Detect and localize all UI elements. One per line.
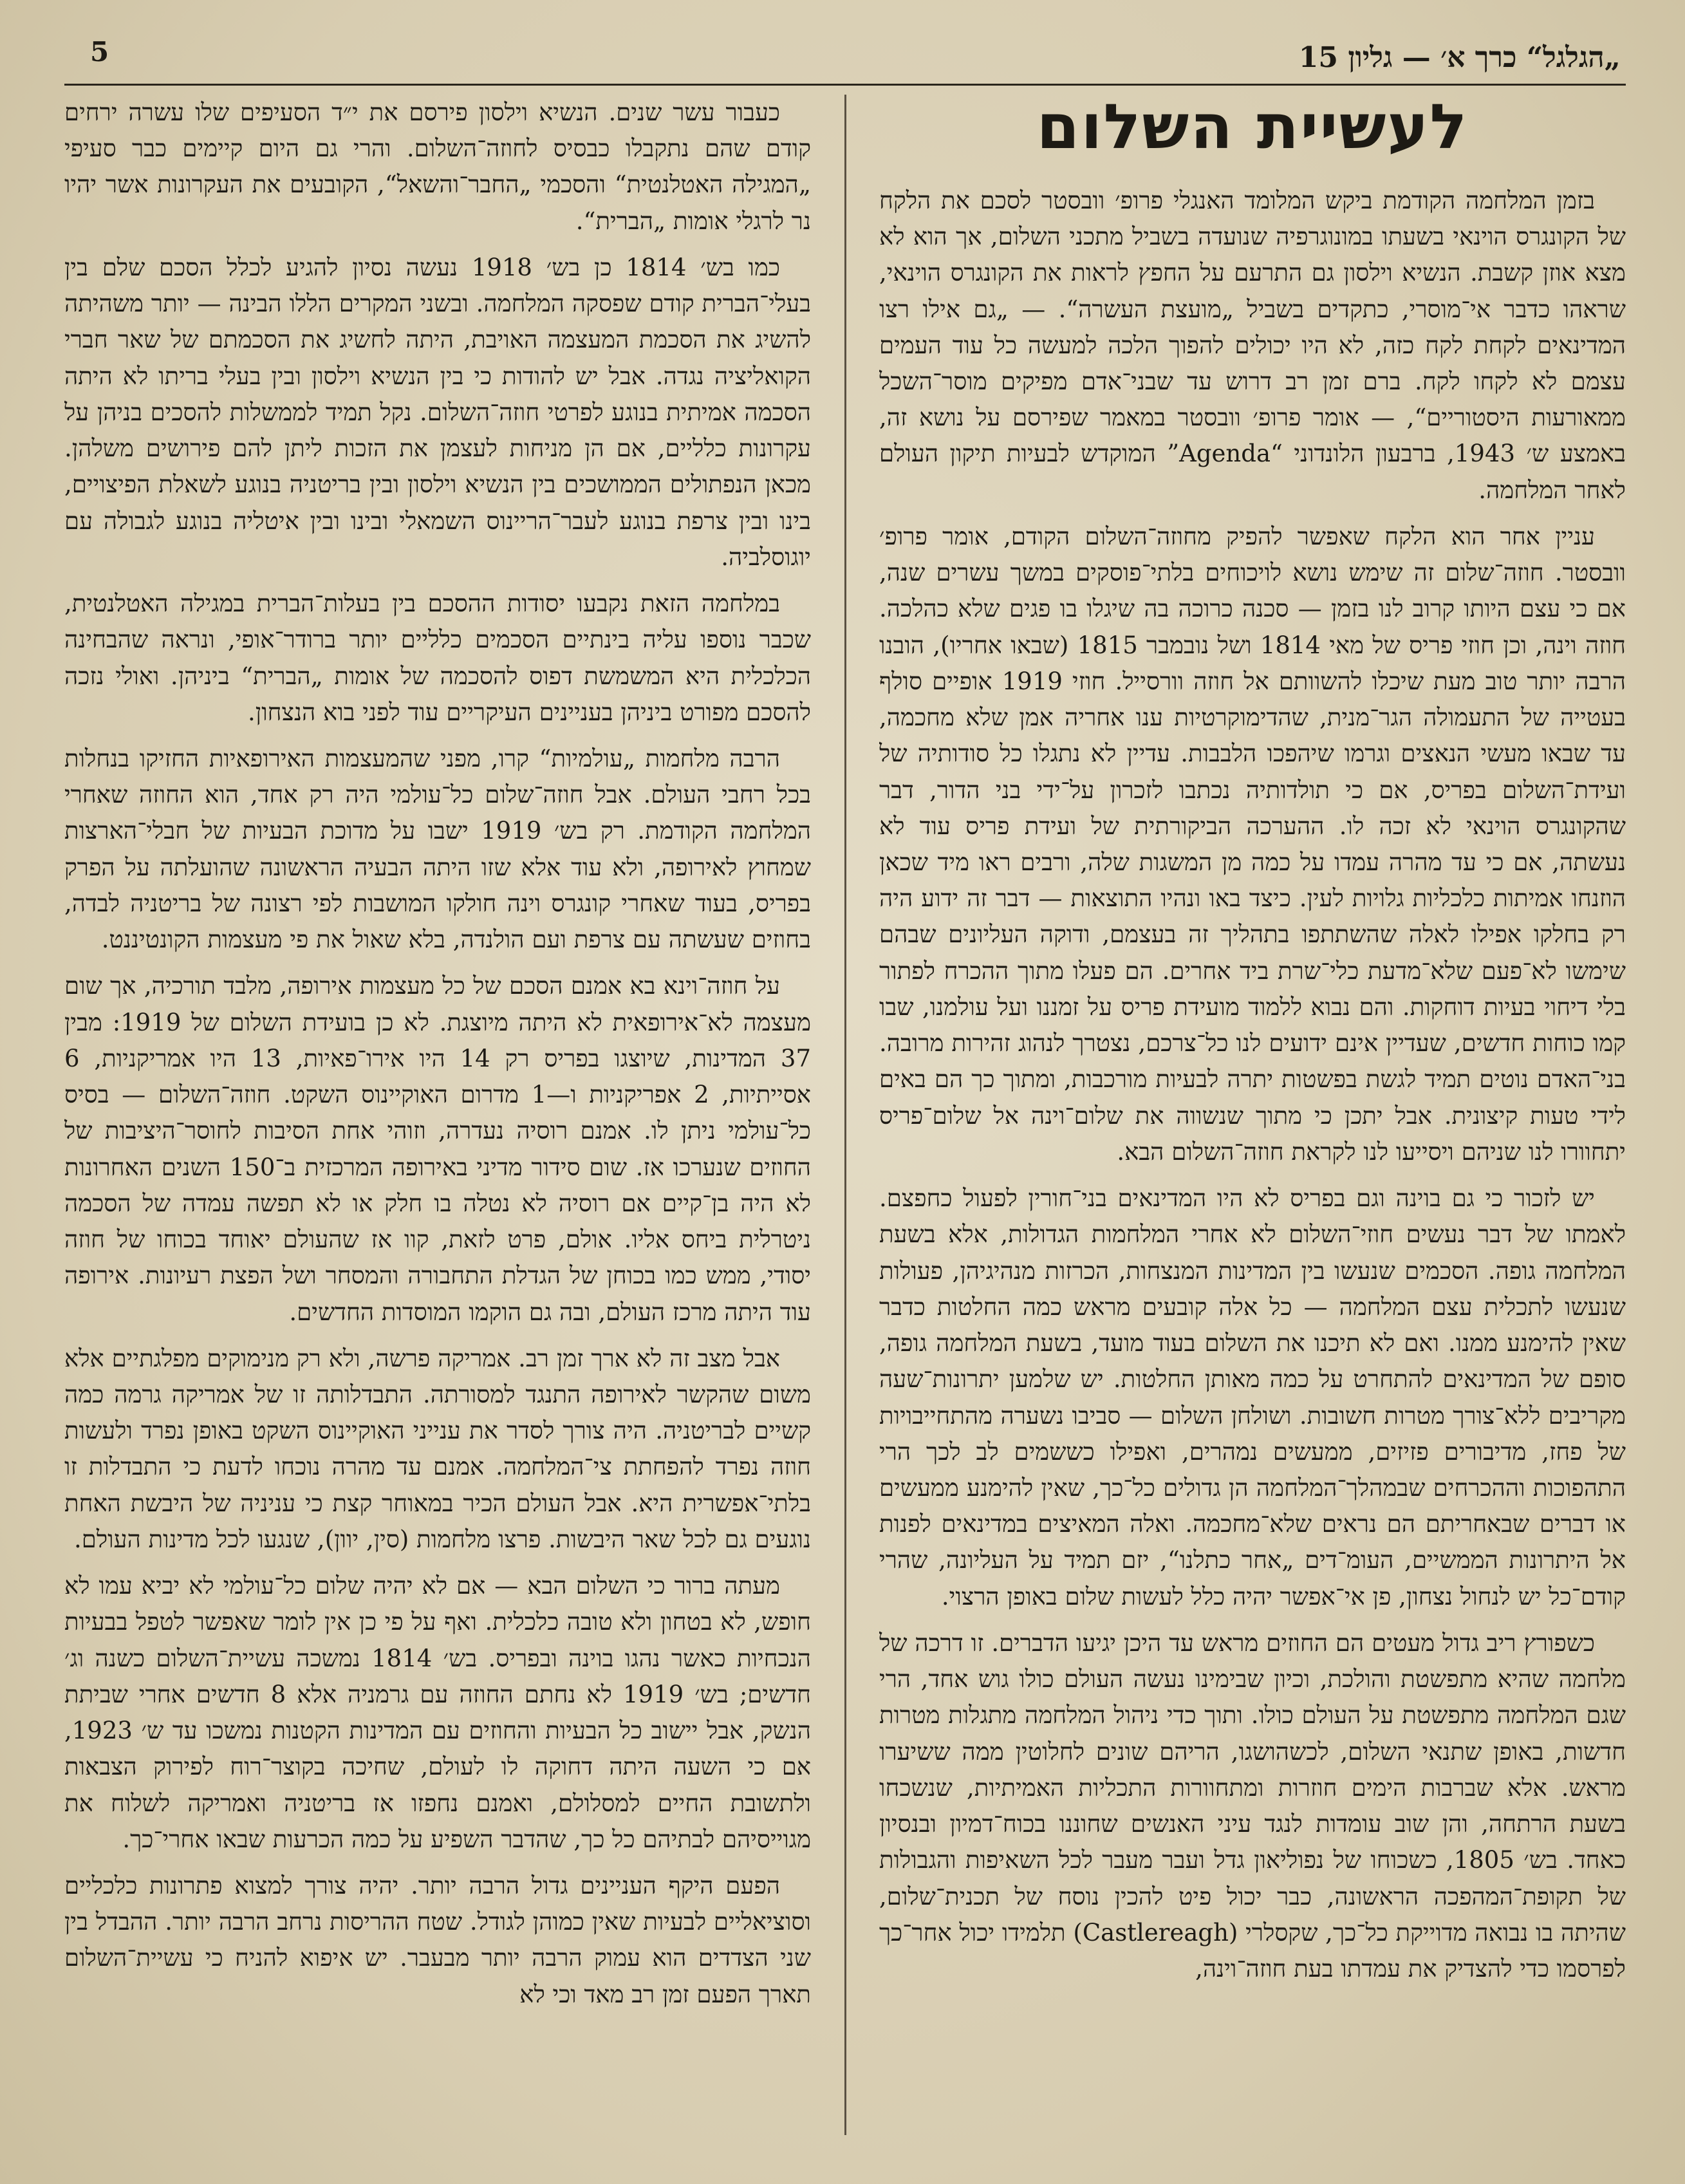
page-header: [64, 36, 1626, 86]
paragraph: אבל מצב זה לא ארך זמן רב. אמריקה פרשה, ולא רק מנימוקים מפלגתיים אלא משום שהקשר לאירופה התנגד למסורתה. התבדלותה זו של אמריקה גרמה כמה קשיים לבריטניה. היה צורך לסדר את ענייני האוקיינוס השקט באופן נפרד ולעשות חוזה נפרד להפחתת צי־המלחמה. אמנם עד מהרה נוכחו לדעת כי התבדלות זו בלתי־אפשרית היא. אבל העולם הכיר במאוחר קצת כי עניניה של היבשת האחת נוגעים גם לכל שאר היבשות. פרצו מלחמות (סין, יוון), שנגעו לכל מדינות העולם.: [64, 1344, 811, 1553]
paragraph: הרבה מלחמות „עולמיות“ קרו, מפני שהמעצמות האירופאיות החזיקו בנחלות בכל רחבי העולם. אבל חוזה־שלום כל־עולמי היה רק אחד, הוא החוזה שאחרי המלחמה הקודמת. רק בש׳ 1919 ישבו על מדוכת הבעיות של חבלי־הארצות שמחוץ לאירופה, ולא עוד אלא שזו היתה הבעיה הראשונה שהועלתה על הפרק בפריס, בעוד שאחרי קונגרס וינה חולקו המושבות לפי רצונה של בריטניה לבדה, בחוזים שעשתה עם צרפת ועם הולנדה, בלא שאול את פי מעצמות הקונטיננט.: [64, 744, 811, 954]
left-column: [64, 95, 811, 2135]
paragraph: עניין אחר הוא הלקח שאפשר להפיק מחוזה־השלום הקודם, אומר פרופ׳ וובסטר. חוזה־שלום זה שימש נושא לויכוחים בלתי־פוסקים במשך עשרים שנה, אם כי עצם היותו קרוב לנו בזמן — סכנה כרוכה בה שיגלו בו פגים שלא כהלכה. חוזה וינה, וכן חוזי פריס של מאי 1814 ושל נובמבר 1815 (שבאו אחריו), הובנו הרבה יותר טוב מעת שיכלו להשוותם אל חוזה וורסייל. חוזי 1919 אופיים סולף בעטייה של התעמולה הגר־מנית, שהדימוקרטיות ענו אחריה אמן שלא מחכמה, עד שבאו מעשי הנאצים וגרמו שיהפכו הלבבות. עדיין לא נתגלו כל סודותיה של ועידת־השלום בפריס, אם כי תולדותיה נכתבו לזכרון על־ידי בני הדור, דבר שהקונגרס הוינאי לא זכה לו. ההערכה הביקורתית של ועידת פריס עוד לא נעשתה, אם כי עד מהרה עמדו על כמה מן המשגות שלה, ורבים ראו מיד שכאן הוזנחו אמיתות כלכליות גלויות לעין. כיצד באו ונהיו התוצאות — דבר זה ידוע היה רק בחלקו אפילו לאלה שהשתתפו בתהליך זה בעצמם, ודוקה העליונים שבהם שימשו לא־פעם שלא־מדעת כלי־שרת ביד אחרים. הם פעלו מתוך ההכרח לפתור בלי דיחוי בעיות דוחקות. והם נבוא ללמוד מועידת פריס על זמננו ועל עולמנו, שבו קמו כוחות חדשים, שעדיין אינם ידועים לנו כל־צרכם, נצטרך לנהוג זהירות מרובה. בני־האדם נוטים תמיד לגשת בפשטות יתרה לבעיות מורכבות, ומתוך כך הם באים לידי טעות קיצונית. אבל יתכן כי מתוך שנשווה את שלום־וינה אל שלום־פריס יתחוורו לנו שניהם ויסייעו לנו לקראת חוזה־השלום הבא.: [879, 522, 1626, 1166]
paragraph: על חוזה־וינא בא אמנם הסכם של כל מעצמות אירופה, מלבד תורכיה, אך שום מעצמה לא־אירופאית לא היתה מיוצגת. לא כן בועידת השלום של 1919: מבין 37 המדינות, שיוצגו בפריס רק 14 היו אירו־פאיות, 13 היו אמריקניות, 6 אסייתיות, 2 אפריקניות ו—1 מדרום האוקיינוס השקט. חוזה־השלום — בסיס כל־עולמי ניתן לו. אמנם רוסיה נעדרה, וזוהי אחת הסיבות לחוסר־היציבות של החוזים שנערכו אז. שום סידור מדיני באירופה המרכזית ב־150 השנים האחרונות לא היה בן־קיים אם רוסיה לא נטלה בו חלק או לא תפשה עמדה של הסכמה ניטרלית ביחס אליו. אולם, פרט לזאת, קוו אז שהעולם יאוחד בכוחו של חוזה יסודי, ממש כמו בכוחן של הגדלת התחבורה והמסחר ושל הפצת רעיונות. אירופה עוד היתה מרכז העולם, ובה גם הוקמו המוסדות החדשים.: [64, 972, 811, 1326]
article-title: לעשיית השלום: [1036, 95, 1469, 163]
paragraph: כעבור עשר שנים. הנשיא וילסון פירסם את י״ד הסעיפים שלו עשרה ירחים קודם שהם נתקבלו כבסיס לחוזה־השלום. והרי גם היום קיימים כבר סעיפי „המגילה האטלנטית“ והסכמי „החבר־והשאל“, הקובעים את העקרונות אשר יהיו נר לרגלי אומות „הברית“.: [64, 98, 811, 235]
article-columns: [64, 95, 1626, 2135]
paragraph: במלחמה הזאת נקבעו יסודות ההסכם בין בעלות־הברית במגילה האטלנטית, שכבר נוספו עליה בינתיים הסכמים כלליים יותר ברודר־אופי, ונראה שהבחינה הכלכלית היא המשמשת דפוס להסכמה של אומות „הברית“ ביניהן. ואולי נזכה להסכם מפורט ביניהן בעניינים העיקריים עוד לפני בוא הנצחון.: [64, 590, 811, 726]
column-divider: [844, 95, 846, 2135]
paragraph: בזמן המלחמה הקודמת ביקש המלומד האנגלי פרופ׳ וובסטר לסכם את הלקח של הקונגרס הוינאי בשעתו במונוגרפיה שנועדה בשביל מתכני השלום, אך הוא לא מצא אוזן קשבת. הנשיא וילסון גם התרעם על החפץ לראות את הקונגרס הוינאי, שראהו כדבר אי־מוסרי, כתקדים בשביל „מועצת העשרה“. — „גם אילו רצו המדינאים לקחת לקח כזה, לא היו יכולים להפוך הלכה למעשה כל עוד העמים עצמם לא לקחו לקח. ברם זמן רב דרוש עד שבני־אדם מפיקים מוסר־השכל ממאורעות היסטוריים“, — אומר פרופ׳ וובסטר במאמר שפירסם על נושא זה, באמצע ש׳ 1943, ברבעון הלונדוני “Agenda” המוקדש לבעיות תיקון העולם לאחר המלחמה.: [879, 186, 1626, 504]
right-column: [879, 95, 1626, 2135]
running-head: „הגלגל“ כרך א׳ — גליון 15: [1298, 41, 1621, 74]
paragraph: מעתה ברור כי השלום הבא — אם לא יהיה שלום כל־עולמי לא יביא עמו לא חופש, לא בטחון ולא טובה כלכלית. ואף על פי כן אין לומר שאפשר לטפל בבעיות הנכחיות כאשר נהגו בוינה ובפריס. בש׳ 1814 נמשכה עשיית־השלום כשנה וג׳ חדשים; בש׳ 1919 לא נחתם החוזה עם גרמניה אלא 8 חדשים אחרי שביתת הנשק, אבל יישוב כל הבעיות והחוזים עם המדינות הקטנות נמשכו עד ש׳ 1923, אם כי השעה היתה דחוקה לו לעולם, שחיכה בקוצר־רוח לפירוק הצבאות ולתשובת החיים למסלולם, ואמנם נחפזו אז בריטניה ואמריקה לשלוח את מגוייסיהם לבתיהם כל כך, שהדבר השפיע על כמה הכרעות שבאו אחרי־כך.: [64, 1572, 811, 1853]
paragraph: יש לזכור כי גם בוינה וגם בפריס לא היו המדינאים בני־חורין לפעול כחפצם. לאמתו של דבר נעשים חוזי־השלום לא אחרי המלחמות הגדולות, אלא בשעת המלחמה גופה. הסכמים שנעשו בין המדינות המנצחות, הכרזות מנהיגיהן, פעולות שנעשו לתכלית עצם המלחמה — כל אלה קובעים מראש כמה החלטות כדבר שאין להימנע ממנו. ואם לא תיכנו את השלום בעוד מועד, בשעת המלחמה גופה, סופם של המדינאים להתחרט על כמה מאותן החלטות. יש שלמען יתרונות־שעה מקריבים ללא־צורך מטרות חשובות. ושולחן השלום — סביבו נשערה מהתחייבויות של פחז, מדיבורים פזיזים, ממעשים נמהרים, ואפילו כששמים לב לכך הרי התהפוכות וההכרחים שבמהלך־המלחמה הן גדולים כל־כך, שאין להימנע ממעשים או דברים שבאחריתם הם נראים שלא־מחכמה. ואלה המאיצים במדינאים לפנות אל היתרונות הממשיים, העומ־דים „אחר כתלנו“, יזם תמיד על העליונה, שהרי קודם־כל יש לנחול נצחון, פן אי־אפשר יהיה כלל לעשות שלום באופן הרצוי.: [879, 1184, 1626, 1610]
paragraph: הפעם היקף העניינים גדול הרבה יותר. יהיה צורך למצוא פתרונות כלכליים וסוציאליים לבעיות שאין כמוהן לגודל. שטח ההריסות נרחב הרבה יותר. ההבדל בין שני הצדדים הוא עמוק הרבה יותר מבעבר. יש איפוא להניח כי עשיית־השלום תארך הפעם זמן רב מאד וכי לא: [64, 1872, 811, 2008]
paragraph: כשפורץ ריב גדול מעטים הם החוזים מראש עד היכן יגיעו הדברים. זו דרכה של מלחמה שהיא מתפשטת והולכת, וכיון שבימינו נעשה העולם כולו גוש אחד, הרי שגם המלחמה מתפשטת על העולם כולו. ותוך כדי ניהול המלחמה מתגלות מטרות חדשות, באופן שתנאי השלום, לכשהושגו, הריהם שונים לחלוטין ממה ששיערו מראש. אלא שברבות הימים חוזרות ומתחוורות התכליות האמיתיות, שנשכחו בשעת הרתחה, והן שוב עומדות לנגד עיני האנשים שחוננו בכוח־דמיון ובנסיון כאחד. בש׳ 1805, כשכוחו של נפוליאון גדל ועבר מעבר לכל השאיפות והגבולות של תקופת־המהפכה הראשונה, כבר יכול פיט להכין נוסח של תכנית־שלום, שהיתה בו נבואה מדוייקת כל־כך, שקסלרי (Castlereagh) תלמידו יכול אחר־כך לפרסמו כדי להצדיק את עמדתו בעת חוזה־וינה,: [879, 1629, 1626, 1983]
page-number: 5: [90, 36, 109, 68]
paragraph: כמו בש׳ 1814 כן בש׳ 1918 נעשה נסיון להגיע לכלל הסכם שלם בין בעלי־הברית קודם שפסקה המלחמה. ובשני המקרים הללו הבינה — יותר משהיתה להשיג את הסכמת המעצמה האויבת, היתה לחשיג את הסכמתם של שאר חברי הקואליציה נגדה. אבל יש להודות כי בין הנשיא וילסון ובין בעלי בריתו לא היתה הסכמה אמיתית בנוגע לפרטי חוזה־השלום. נקל תמיד לממשלות להסכים בניהן על עקרונות כלליים, אם הן מניחות לעצמן את הזכות ליתן להם פירושים משלהן. מכאן הנפתולים הממושכים בין הנשיא וילסון ובין בריטניה בנוגע לשאלת הפיצויים, בינו ובין צרפת בנוגע לעבר־הריינוס השמאלי ובינו ובין איטליה בנוגע לגבולה עם יוגוסלביה.: [64, 253, 811, 571]
